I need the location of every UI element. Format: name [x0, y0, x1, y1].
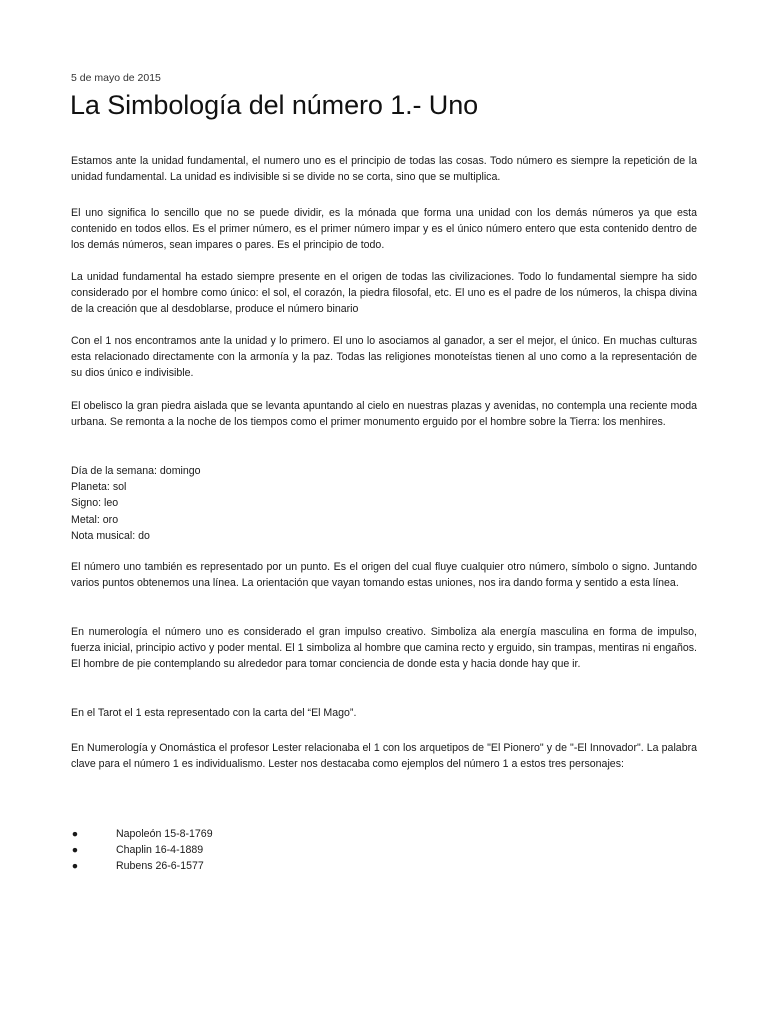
list-item-text: Rubens 26-6-1577 [116, 860, 204, 873]
paragraph-monad [71, 205, 697, 254]
paragraph-text: El uno significa lo sencillo que no se puede dividir, es la mónada que forma una unidad con los demás números ya que esta contenido en todos ellos. Es el primer número, es el primer número impar y es el único número entero que esta contenido dentro de los demás números, sean impares o pares. Es el principio de todo. [71, 207, 697, 252]
paragraph-text: En Numerología y Onomástica el profesor Lester relacionaba el 1 con los arquetipos de "El Pionero" y de "-El Innovador". La palabra clave para el número 1 es individualismo. Lester nos destacaba como ejemplos del número 1 a estos tres personajes: [71, 742, 697, 771]
fact-sign: Signo: leo [71, 497, 119, 510]
list-item [71, 842, 213, 858]
paragraph-unity [71, 333, 697, 382]
post-date: 5 de mayo de 2015 [71, 72, 161, 84]
paragraph-intro [71, 153, 697, 185]
facts-block [71, 463, 697, 544]
paragraph-tarot [71, 705, 697, 721]
paragraph-lester [71, 740, 697, 772]
fact-planet: Planeta: sol [71, 481, 127, 494]
page-title: La Simbología del número 1.- Uno [70, 90, 479, 120]
list-item-text: Napoleón 15-8-1769 [116, 828, 213, 840]
fact-metal: Metal: oro [71, 513, 119, 526]
list-item [71, 826, 213, 842]
fact-day: Día de la semana: domingo [71, 465, 201, 477]
examples-list [71, 826, 213, 875]
paragraph-text: El obelisco la gran piedra aislada que se levanta apuntando al cielo en nuestras plazas y avenidas, no contempla una reciente moda urbana. Se remonta a la noche de los tiempos como el primer monumento erguido por el hombre sobre la Tierra: los menhires. [71, 400, 697, 429]
paragraph-text: Estamos ante la unidad fundamental, el numero uno es el principio de todas las cosas. Todo número es siempre la repetición de la unidad fundamental. La unidad es indivisible si se divide no se corta, sino que se multiplica. [71, 155, 697, 184]
paragraph-text: El número uno también es representado por un punto. Es el origen del cual fluye cualquier otro número, símbolo o signo. Juntando varios puntos obtenemos una línea. La orientación que vayan tomando estas uniones, nos ira dando forma y sentido a esta línea. [71, 561, 697, 590]
paragraph-numerology [71, 624, 697, 673]
bullet-icon: ● [71, 828, 79, 840]
paragraph-text: La unidad fundamental ha estado siempre presente en el origen de todas las civilizaciones. Todo lo fundamental siempre ha sido considerado por el hombre como único: el sol, el corazón, la piedra filosofal, etc. El uno es el padre de los números, la chispa divina de la creación que al desdoblarse, produce el número binario [71, 271, 697, 316]
paragraph-text: En numerología el número uno es considerado el gran impulso creativo. Simboliza ala energía masculina en forma de impulso, fuerza inicial, principio activo y poder mental. El 1 simboliza al hombre que camina recto y erguido, sin trampas, mentiras ni engaños. El hombre de pie contemplando su alrededor para tomar conciencia de donde esta y hacia donde hay que ir. [71, 626, 697, 671]
paragraph-obelisk [71, 398, 697, 430]
list-item [71, 858, 213, 874]
paragraph-text: Con el 1 nos encontramos ante la unidad y lo primero. El uno lo asociamos al ganador, a ser el mejor, el único. En muchas culturas esta relacionado directamente con la armonía y la paz. Todas las religiones monoteístas tienen al uno como a la representación de su dios único e indivisible. [71, 335, 697, 380]
paragraph-point [71, 559, 697, 591]
bullet-icon: ● [71, 860, 79, 873]
paragraph-text: En el Tarot el 1 esta representado con la carta del “El Mago”. [71, 707, 357, 719]
bullet-icon: ● [71, 844, 79, 857]
paragraph-civilizations [71, 269, 697, 318]
list-item-text: Chaplin 16-4-1889 [116, 844, 204, 857]
fact-musical-note: Nota musical: do [71, 529, 150, 542]
